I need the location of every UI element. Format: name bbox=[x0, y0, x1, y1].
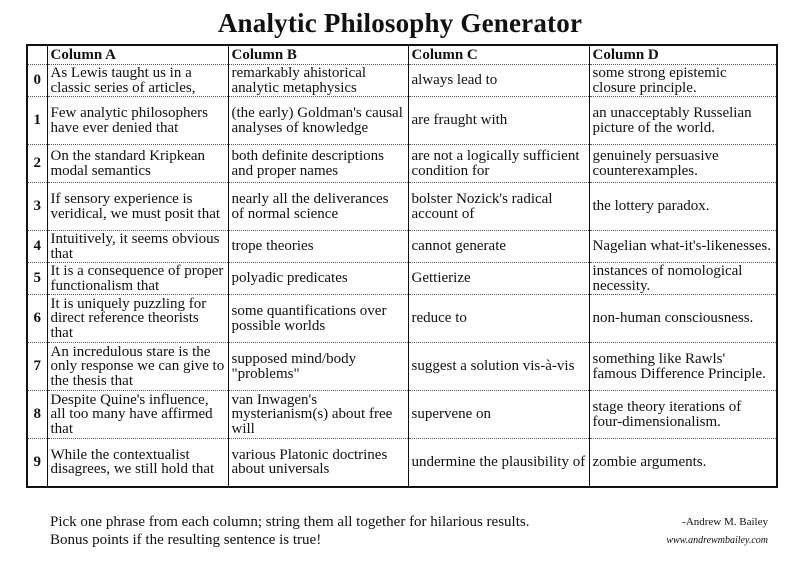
row-index: 4 bbox=[27, 231, 47, 263]
author-credit: -Andrew M. Bailey bbox=[682, 516, 768, 528]
cell-column-a: If sensory experience is veridical, we must posit that bbox=[47, 183, 228, 231]
header-column-d: Column D bbox=[589, 45, 777, 65]
cell-column-b: some quantifications over possible worlds bbox=[228, 295, 408, 343]
header-column-c: Column C bbox=[408, 45, 589, 65]
cell-column-d: genuinely persuasive counterexamples. bbox=[589, 145, 777, 183]
table-row bbox=[27, 343, 777, 391]
cell-column-d: Nagelian what-it's-likenesses. bbox=[589, 231, 777, 263]
row-index: 0 bbox=[27, 65, 47, 97]
cell-column-b: trope theories bbox=[228, 231, 408, 263]
cell-column-c: always lead to bbox=[408, 65, 589, 97]
website-credit: www.andrewmbailey.com bbox=[666, 535, 768, 546]
header-index bbox=[27, 45, 47, 65]
cell-column-c: Gettierize bbox=[408, 263, 589, 295]
bonus-line: Bonus points if the resulting sentence is true! bbox=[50, 532, 322, 548]
header-row bbox=[27, 45, 777, 65]
cell-column-b: various Platonic doctrines about universals bbox=[228, 439, 408, 487]
cell-column-c: undermine the plausibility of bbox=[408, 439, 589, 487]
cell-column-b: van Inwagen's mysterianism(s) about free will bbox=[228, 391, 408, 439]
cell-column-b: polyadic predicates bbox=[228, 263, 408, 295]
cell-column-b: remarkably ahistorical analytic metaphysics bbox=[228, 65, 408, 97]
header-column-a: Column A bbox=[47, 45, 228, 65]
cell-column-a: On the standard Kripkean modal semantics bbox=[47, 145, 228, 183]
cell-column-a: As Lewis taught us in a classic series of articles, bbox=[47, 65, 228, 97]
cell-column-c: cannot generate bbox=[408, 231, 589, 263]
cell-column-d: instances of nomological necessity. bbox=[589, 263, 777, 295]
table-row bbox=[27, 97, 777, 145]
cell-column-a: It is uniquely puzzling for direct reference theorists that bbox=[47, 295, 228, 343]
cell-column-c: suggest a solution vis-à-vis bbox=[408, 343, 589, 391]
table-row bbox=[27, 183, 777, 231]
row-index: 6 bbox=[27, 295, 47, 343]
row-index: 2 bbox=[27, 145, 47, 183]
cell-column-c: supervene on bbox=[408, 391, 589, 439]
row-index: 1 bbox=[27, 97, 47, 145]
cell-column-b: supposed mind/body "problems" bbox=[228, 343, 408, 391]
cell-column-d: zombie arguments. bbox=[589, 439, 777, 487]
table-row bbox=[27, 263, 777, 295]
cell-column-d: the lottery paradox. bbox=[589, 183, 777, 231]
row-index: 9 bbox=[27, 439, 47, 487]
cell-column-b: both definite descriptions and proper names bbox=[228, 145, 408, 183]
cell-column-a: Despite Quine's influence, all too many have affirmed that bbox=[47, 391, 228, 439]
cell-column-a: Intuitively, it seems obvious that bbox=[47, 231, 228, 263]
cell-column-d: stage theory iterations of four-dimensionalism. bbox=[589, 391, 777, 439]
table-row bbox=[27, 65, 777, 97]
row-index: 7 bbox=[27, 343, 47, 391]
table-row bbox=[27, 391, 777, 439]
cell-column-c: are not a logically sufficient condition for bbox=[408, 145, 589, 183]
cell-column-a: An incredulous stare is the only response we can give to the thesis that bbox=[47, 343, 228, 391]
row-index: 8 bbox=[27, 391, 47, 439]
cell-column-a: It is a consequence of proper functionalism that bbox=[47, 263, 228, 295]
table-row bbox=[27, 439, 777, 487]
table-row bbox=[27, 145, 777, 183]
cell-column-d: an unacceptably Russelian picture of the world. bbox=[589, 97, 777, 145]
generator-table bbox=[26, 44, 778, 488]
table-row bbox=[27, 231, 777, 263]
table-row bbox=[27, 295, 777, 343]
cell-column-c: are fraught with bbox=[408, 97, 589, 145]
page-title: Analytic Philosophy Generator bbox=[217, 8, 583, 38]
row-index: 3 bbox=[27, 183, 47, 231]
cell-column-d: something like Rawls' famous Difference Principle. bbox=[589, 343, 777, 391]
header-column-b: Column B bbox=[228, 45, 408, 65]
cell-column-d: some strong epistemic closure principle. bbox=[589, 65, 777, 97]
cell-column-c: bolster Nozick's radical account of bbox=[408, 183, 589, 231]
cell-column-d: non-human consciousness. bbox=[589, 295, 777, 343]
cell-column-b: (the early) Goldman's causal analyses of knowledge bbox=[228, 97, 408, 145]
footer-instructions bbox=[50, 513, 529, 549]
row-index: 5 bbox=[27, 263, 47, 295]
instruction-line: Pick one phrase from each column; string them all together for hilarious results. bbox=[50, 514, 530, 530]
cell-column-c: reduce to bbox=[408, 295, 589, 343]
cell-column-a: Few analytic philosophers have ever denied that bbox=[47, 97, 228, 145]
cell-column-b: nearly all the deliverances of normal science bbox=[228, 183, 408, 231]
cell-column-a: While the contextualist disagrees, we still hold that bbox=[47, 439, 228, 487]
